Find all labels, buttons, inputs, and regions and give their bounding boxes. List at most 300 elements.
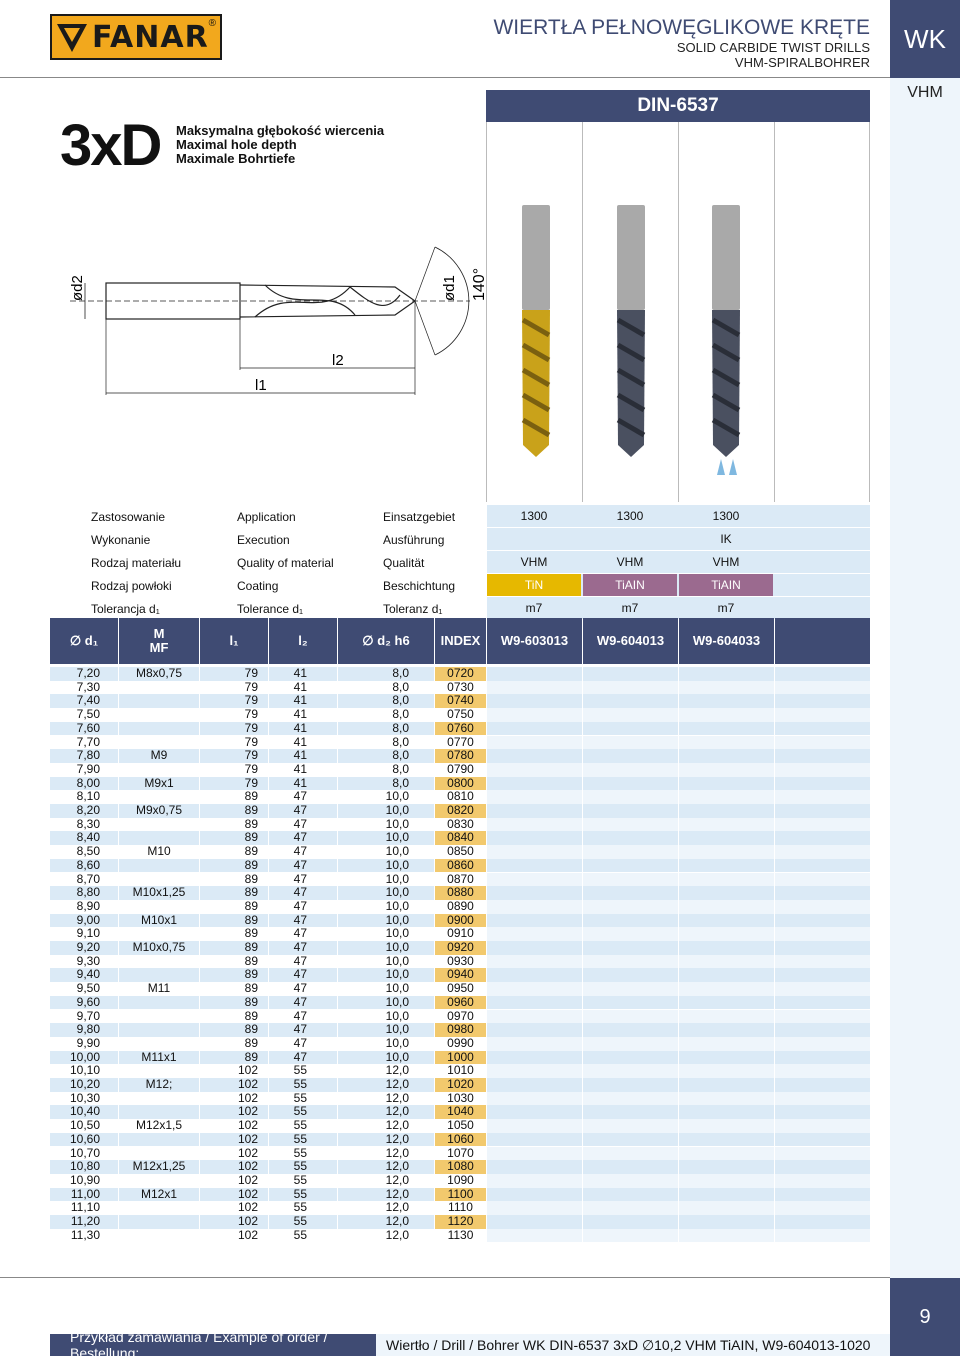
cell-d2: 8,0 <box>392 734 409 749</box>
cell-thread <box>119 1147 199 1161</box>
product-cell <box>583 790 678 804</box>
drill-image-tiain-ik <box>707 195 747 475</box>
cell-l1: 79 <box>244 666 258 680</box>
cell-l2: 55 <box>293 1172 307 1187</box>
product-cell <box>679 736 774 750</box>
cell-d1: 9,50 <box>76 981 100 996</box>
cell-index: 0790 <box>447 761 474 776</box>
cell-d1: 10,60 <box>69 1131 100 1146</box>
cell-d1: 8,10 <box>76 789 100 804</box>
cell-d2: 10,0 <box>385 967 409 982</box>
product-cell <box>583 831 678 845</box>
cell-d2: 10,0 <box>385 789 409 804</box>
cell-l2: 55 <box>293 1063 307 1078</box>
product-cell <box>583 1064 678 1078</box>
cell-l2: 41 <box>293 707 307 722</box>
cell-l1: 102 <box>237 1172 258 1187</box>
product-cell <box>487 763 582 777</box>
cell-l2: 47 <box>293 1049 307 1064</box>
cell-thread <box>119 1064 199 1078</box>
product-cell <box>679 1160 774 1174</box>
product-cell <box>487 1215 582 1229</box>
cell-l2: 47 <box>293 857 307 872</box>
product-cell <box>679 845 774 859</box>
cell-thread <box>119 927 199 941</box>
cell-thread <box>119 790 199 804</box>
section-tab-wk[interactable]: WK <box>890 0 960 78</box>
cell-l1: 102 <box>237 1063 258 1078</box>
product-cell <box>679 886 774 900</box>
cell-l1: 102 <box>237 1145 258 1160</box>
cell-d1: 9,20 <box>76 940 100 954</box>
cell-d1: 9,60 <box>76 994 100 1009</box>
cell-d1: 8,30 <box>76 816 100 831</box>
cell-l2: 55 <box>293 1159 307 1174</box>
cell-index: 0980 <box>447 1022 474 1037</box>
cell-l1: 89 <box>244 816 258 831</box>
cell-thread: M8x0,75 <box>135 666 183 680</box>
product-cell <box>679 982 774 996</box>
cell-index: 1130 <box>447 1227 474 1242</box>
table-row <box>50 968 870 982</box>
product-cell <box>775 1078 870 1092</box>
cell-index: 0830 <box>447 816 474 831</box>
cell-d1: 9,30 <box>76 953 100 968</box>
cell-l2: 47 <box>293 953 307 968</box>
product-cell <box>679 1037 774 1051</box>
table-row <box>50 941 870 955</box>
table-row <box>50 1119 870 1133</box>
spec-label-en: Quality of material <box>237 556 334 570</box>
spec-label-de: Ausführung <box>383 533 445 547</box>
cell-d1: 10,00 <box>69 1049 100 1064</box>
cell-l2: 41 <box>293 679 307 694</box>
cell-thread <box>119 955 199 969</box>
cell-thread <box>119 1023 199 1037</box>
cell-l2: 55 <box>293 1131 307 1146</box>
table-row <box>50 790 870 804</box>
cell-index: 0990 <box>447 1035 474 1050</box>
cell-l2: 47 <box>293 789 307 804</box>
cell-index: 0740 <box>447 693 474 708</box>
spec-row <box>50 597 870 619</box>
cell-index: 1010 <box>447 1063 474 1078</box>
table-row <box>50 749 870 763</box>
cell-l1: 89 <box>244 926 258 941</box>
cell-l1: 79 <box>244 679 258 694</box>
max-depth-en: Maximal hole depth <box>176 137 297 152</box>
table-row <box>50 900 870 914</box>
cell-d1: 10,40 <box>69 1104 100 1119</box>
spec-row <box>50 505 870 527</box>
order-example-text: Wiertło / Drill / Bohrer WK DIN-6537 3xD ∅10,2 VHM TiAIN, W9-604013-1020 <box>376 1334 890 1356</box>
table-row <box>50 982 870 996</box>
cell-thread <box>119 1037 199 1051</box>
cell-l1: 89 <box>244 994 258 1009</box>
l1-label: l1 <box>255 377 267 394</box>
product-cell <box>775 1064 870 1078</box>
cell-l2: 41 <box>293 666 307 680</box>
cell-l2: 47 <box>293 885 307 900</box>
product-col-divider <box>869 122 870 502</box>
table-header <box>50 618 870 664</box>
title-de: VHM-SPIRALBOHRER <box>734 55 870 70</box>
table-row <box>50 1078 870 1092</box>
product-cell <box>679 996 774 1010</box>
title-pl: WIERTŁA PEŁNOWĘGLIKOWE KRĘTE <box>493 16 870 39</box>
cell-thread <box>119 763 199 777</box>
product-cell <box>583 1023 678 1037</box>
cell-index: 0760 <box>447 720 474 735</box>
product-cell <box>679 927 774 941</box>
cell-thread <box>119 859 199 873</box>
table-row <box>50 1201 870 1215</box>
spec-value <box>583 528 677 550</box>
cell-thread <box>119 996 199 1010</box>
spec-label-en: Application <box>237 510 296 524</box>
max-depth-pl: Maksymalna głębokość wiercenia <box>176 123 385 138</box>
cell-l1: 79 <box>244 761 258 776</box>
cell-d1: 10,20 <box>69 1077 100 1091</box>
cell-d2: 8,0 <box>392 679 409 694</box>
product-cell <box>775 736 870 750</box>
product-cell <box>679 968 774 982</box>
product-cell <box>679 1023 774 1037</box>
logo-wordmark: FANAR <box>92 19 209 55</box>
cell-index: 1040 <box>447 1104 474 1119</box>
product-cell <box>583 873 678 887</box>
table-row <box>50 1051 870 1065</box>
cell-thread: M11 <box>147 981 171 996</box>
table-row <box>50 694 870 708</box>
product-cell <box>487 941 582 955</box>
product-cell <box>775 900 870 914</box>
cell-d1: 11,30 <box>70 1227 100 1242</box>
cell-l2: 47 <box>293 844 307 859</box>
product-cell <box>487 1051 582 1065</box>
cell-l1: 79 <box>244 693 258 708</box>
product-cell <box>775 1119 870 1133</box>
cell-d1: 10,90 <box>69 1172 100 1187</box>
cell-thread: M9x1 <box>144 775 174 790</box>
table-row <box>50 667 870 681</box>
cell-l1: 102 <box>237 1159 258 1174</box>
product-cell <box>679 1064 774 1078</box>
table-row <box>50 831 870 845</box>
cell-l1: 89 <box>244 789 258 804</box>
cell-l1: 89 <box>244 940 258 954</box>
cell-thread <box>119 736 199 750</box>
cell-l2: 55 <box>293 1186 307 1201</box>
product-cell <box>775 681 870 695</box>
product-cell <box>487 859 582 873</box>
table-row <box>50 955 870 969</box>
table-row <box>50 845 870 859</box>
product-cell <box>775 1105 870 1119</box>
spec-label-de: Beschichtung <box>383 579 456 593</box>
cell-d2: 10,0 <box>385 885 409 900</box>
d2-label: ød2 <box>69 275 86 301</box>
table-row <box>50 1215 870 1229</box>
cell-thread <box>119 1133 199 1147</box>
table-row <box>50 1064 870 1078</box>
cell-d1: 11,20 <box>70 1214 100 1228</box>
cell-index: 1060 <box>447 1131 474 1146</box>
cell-d2: 10,0 <box>385 871 409 886</box>
cell-index: 0820 <box>447 803 474 817</box>
cell-l1: 89 <box>244 857 258 872</box>
cell-index: 0750 <box>447 707 474 722</box>
cell-thread: M10x1,25 <box>132 885 186 900</box>
product-cell <box>775 1010 870 1024</box>
product-cell <box>583 955 678 969</box>
cell-l2: 47 <box>293 898 307 913</box>
cell-l1: 89 <box>244 981 258 996</box>
cell-l2: 47 <box>293 1008 307 1023</box>
col-m: M <box>153 626 165 641</box>
table-row <box>50 859 870 873</box>
product-cell <box>775 818 870 832</box>
product-cell <box>583 804 678 818</box>
spec-row <box>50 528 870 550</box>
cell-l1: 102 <box>237 1104 258 1119</box>
product-cell <box>487 1133 582 1147</box>
cell-d1: 7,40 <box>76 693 100 708</box>
product-cell <box>583 1229 678 1243</box>
spec-label-en: Tolerance d₁ <box>237 602 304 616</box>
cell-d2: 8,0 <box>392 720 409 735</box>
cell-index: 0970 <box>447 1008 474 1023</box>
cell-thread <box>119 968 199 982</box>
table-row <box>50 722 870 736</box>
cell-index: 1070 <box>447 1145 474 1160</box>
product-cell <box>487 845 582 859</box>
cell-index: 0720 <box>447 666 474 680</box>
cell-index: 0920 <box>447 940 474 954</box>
cell-d1: 10,80 <box>69 1159 100 1174</box>
cell-l1: 79 <box>244 707 258 722</box>
cell-thread: M9 <box>150 748 168 763</box>
cell-index: 0730 <box>447 679 474 694</box>
cell-d2: 8,0 <box>392 748 409 763</box>
table-row <box>50 1023 870 1037</box>
cell-index: 0810 <box>447 789 474 804</box>
cell-l1: 89 <box>244 1035 258 1050</box>
product-cell <box>487 1078 582 1092</box>
cell-l2: 47 <box>293 940 307 954</box>
cell-d1: 8,80 <box>76 885 100 900</box>
cell-index: 1100 <box>447 1186 474 1201</box>
cell-d1: 7,80 <box>76 748 100 763</box>
title-en: SOLID CARBIDE TWIST DRILLS <box>676 40 870 55</box>
cell-d2: 8,0 <box>392 775 409 790</box>
spec-value: TiAIN <box>679 574 773 596</box>
product-cell <box>583 845 678 859</box>
cell-index: 0770 <box>447 734 474 749</box>
table-row <box>50 886 870 900</box>
cell-d2: 10,0 <box>385 953 409 968</box>
cell-d2: 12,0 <box>385 1186 409 1201</box>
cell-d2: 12,0 <box>385 1172 409 1187</box>
product-cell <box>487 1092 582 1106</box>
cell-d2: 8,0 <box>392 693 409 708</box>
spec-label-pl: Tolerancja d₁ <box>91 602 160 616</box>
cell-index: 1000 <box>447 1049 474 1064</box>
cell-thread <box>119 1229 199 1243</box>
product-col-divider <box>678 122 679 502</box>
product-cell <box>775 996 870 1010</box>
max-depth-de: Maximale Bohrtiefe <box>176 151 296 166</box>
cell-index: 1050 <box>447 1118 474 1133</box>
product-cell <box>679 694 774 708</box>
cell-d2: 10,0 <box>385 1049 409 1064</box>
cell-d1: 11,00 <box>70 1186 100 1201</box>
product-cell <box>679 804 774 818</box>
cell-d1: 7,30 <box>76 679 100 694</box>
cell-thread: M12x1,25 <box>132 1159 186 1174</box>
sidebar-strip <box>890 78 960 1278</box>
spec-row <box>50 574 870 596</box>
product-cell <box>487 667 582 681</box>
product-cell <box>487 777 582 791</box>
product-cell <box>679 941 774 955</box>
cell-l1: 102 <box>237 1214 258 1228</box>
product-cell <box>487 886 582 900</box>
spec-value: VHM <box>520 555 548 569</box>
product-cell <box>487 1188 582 1202</box>
product-cell <box>775 982 870 996</box>
product-cell <box>583 722 678 736</box>
product-cell <box>775 1037 870 1051</box>
product-cell <box>775 777 870 791</box>
product-cell <box>583 1215 678 1229</box>
spec-label-de: Toleranz d₁ <box>383 602 443 616</box>
drill-image-tiain <box>612 195 652 460</box>
cell-d2: 10,0 <box>385 803 409 817</box>
cell-d2: 10,0 <box>385 981 409 996</box>
product-cell <box>679 749 774 763</box>
table-row <box>50 1160 870 1174</box>
cell-index: 1120 <box>447 1214 474 1228</box>
product-cell <box>679 1215 774 1229</box>
spec-value: m7 <box>621 601 639 615</box>
product-cell <box>583 1201 678 1215</box>
table-row <box>50 1133 870 1147</box>
table-row <box>50 1105 870 1119</box>
cell-l1: 102 <box>237 1118 258 1133</box>
cell-l2: 55 <box>293 1227 307 1242</box>
cell-index: 0780 <box>447 748 474 763</box>
cell-l2: 47 <box>293 871 307 886</box>
product-cell <box>679 1229 774 1243</box>
product-cell <box>583 1105 678 1119</box>
spec-label-pl: Rodzaj materiału <box>91 556 182 570</box>
col-product-3: W9-604033 <box>679 618 774 664</box>
product-cell <box>583 1037 678 1051</box>
product-cell <box>583 681 678 695</box>
cell-d2: 10,0 <box>385 898 409 913</box>
product-cell <box>487 831 582 845</box>
product-cell <box>583 982 678 996</box>
product-cell <box>679 681 774 695</box>
cell-l1: 89 <box>244 830 258 845</box>
cell-thread <box>119 694 199 708</box>
product-cell <box>487 736 582 750</box>
cell-l1: 102 <box>237 1131 258 1146</box>
cell-l2: 55 <box>293 1090 307 1105</box>
table-row <box>50 804 870 818</box>
cell-d2: 10,0 <box>385 912 409 927</box>
cell-d1: 7,90 <box>76 761 100 776</box>
product-cell <box>775 1133 870 1147</box>
table-row <box>50 996 870 1010</box>
drill-image-tin <box>517 195 557 460</box>
product-cell <box>487 681 582 695</box>
cell-d2: 10,0 <box>385 844 409 859</box>
cell-thread <box>119 681 199 695</box>
product-cell <box>775 927 870 941</box>
table-row <box>50 873 870 887</box>
table-row <box>50 1092 870 1106</box>
cell-l1: 89 <box>244 898 258 913</box>
spec-label-de: Einsatzgebiet <box>383 510 456 524</box>
cell-l2: 47 <box>293 816 307 831</box>
table-row <box>50 1147 870 1161</box>
cell-d1: 8,40 <box>76 830 100 845</box>
product-cell <box>487 900 582 914</box>
product-cell <box>487 722 582 736</box>
product-cell <box>775 694 870 708</box>
product-cell <box>583 1133 678 1147</box>
cell-thread: M9x0,75 <box>135 803 183 817</box>
v-emblem-icon <box>52 16 92 58</box>
cell-l1: 89 <box>244 844 258 859</box>
product-cell <box>775 763 870 777</box>
product-cell <box>679 1105 774 1119</box>
cell-l2: 41 <box>293 720 307 735</box>
table-row <box>50 1174 870 1188</box>
product-cell <box>487 708 582 722</box>
product-cell <box>487 1119 582 1133</box>
product-cell <box>775 1051 870 1065</box>
table-row <box>50 736 870 750</box>
col-index: INDEX <box>435 618 486 664</box>
product-cell <box>679 900 774 914</box>
product-cell <box>775 749 870 763</box>
l2-label: l2 <box>332 352 344 369</box>
fanar-logo <box>50 14 222 60</box>
col-mf: MF <box>149 640 169 655</box>
angle-label: 140° <box>471 267 488 301</box>
col-d2: ∅ d₂ h6 <box>338 618 434 664</box>
product-cell <box>679 831 774 845</box>
cell-l1: 89 <box>244 953 258 968</box>
cell-l1: 79 <box>244 748 258 763</box>
table-row <box>50 1010 870 1024</box>
drill-technical-drawing <box>50 225 488 405</box>
product-cell <box>583 736 678 750</box>
product-cell <box>487 1064 582 1078</box>
registered-mark: ® <box>208 18 216 29</box>
cell-d1: 9,90 <box>76 1035 100 1050</box>
table-row <box>50 1188 870 1202</box>
cell-index: 1020 <box>447 1077 474 1091</box>
cell-index: 0860 <box>447 857 474 872</box>
material-tab-vhm[interactable]: VHM <box>907 84 943 101</box>
product-cell <box>487 1201 582 1215</box>
spec-value: m7 <box>525 601 543 615</box>
product-cell <box>583 1147 678 1161</box>
